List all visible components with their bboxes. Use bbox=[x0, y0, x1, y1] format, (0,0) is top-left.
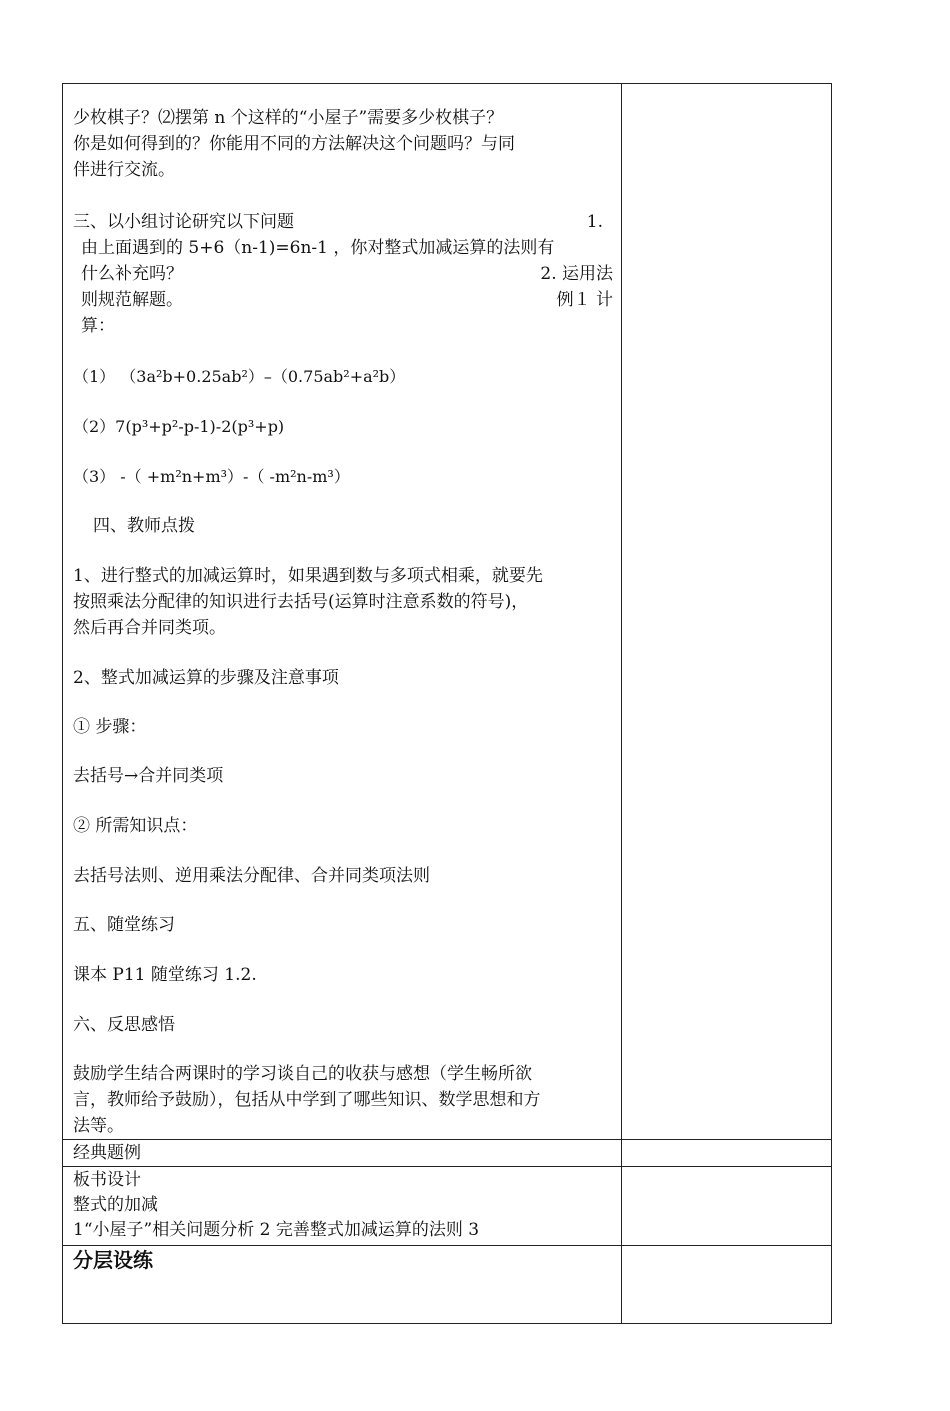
intro-line: 伴进行交流。 bbox=[73, 160, 175, 180]
item-1-number: 1. bbox=[586, 212, 603, 232]
classic-examples-label: 经典题例 bbox=[73, 1143, 141, 1163]
section-4-paragraph-2: 2、整式加减运算的步骤及注意事项 bbox=[73, 668, 339, 688]
intro-line: 你是如何得到的？你能用不同的方法解决这个问题吗？与同 bbox=[73, 134, 515, 154]
step-content: 去括号→合并同类项 bbox=[73, 766, 224, 786]
board-design bbox=[73, 1168, 613, 1243]
row-divider bbox=[63, 1245, 831, 1246]
main-content-cell bbox=[73, 105, 613, 183]
section-3-heading: 三、以小组讨论研究以下问题 bbox=[73, 212, 294, 232]
board-design-subtitle: 整式的加减 bbox=[73, 1195, 158, 1215]
column-divider bbox=[621, 84, 622, 1323]
board-design-title: 板书设计 bbox=[73, 1170, 141, 1190]
item-2-line: 则规范解题。 bbox=[81, 290, 183, 310]
formula-1: （1） （3a²b+0.25ab²）–（0.75ab²+a²b） bbox=[73, 367, 406, 386]
lesson-table bbox=[62, 83, 832, 1324]
section-6-heading: 六、反思感悟 bbox=[73, 1015, 175, 1035]
section-5-heading: 五、随堂练习 bbox=[73, 915, 175, 935]
board-design-items: 1“小屋子”相关问题分析 2 完善整式加减运算的法则 3 bbox=[73, 1220, 480, 1240]
formula-2: （2）7(p³+p²-p-1)-2(p³+p) bbox=[73, 417, 285, 436]
intro-line: 少枚棋子？⑵摆第 n 个这样的“小屋子”需要多少枚棋子？ bbox=[73, 108, 504, 128]
item-1-line: 什么补充吗？ bbox=[81, 264, 183, 284]
knowledge-label: ② 所需知识点： bbox=[73, 816, 198, 836]
section-3 bbox=[73, 209, 613, 339]
layered-practice-label: 分层设练 bbox=[73, 1248, 153, 1272]
item-2-number: 2. 运用法 bbox=[540, 264, 613, 284]
section-4-paragraph-1: 1、进行整式的加减运算时，如果遇到数与多项式相乘，就要先 按照乘法分配律的知识进行去括号(运算时注意系数的符号)， 然后再合并同类项。 bbox=[73, 566, 543, 638]
example-label: 例１ 计 bbox=[556, 290, 613, 310]
calc-label: 算： bbox=[81, 316, 115, 336]
item-1-line: 由上面遇到的 5+6（n-1)=6n-1 ，你对整式加减运算的法则有 bbox=[81, 238, 555, 258]
step-label: ① 步骤： bbox=[73, 717, 147, 737]
section-4-heading: 四、教师点拨 bbox=[93, 516, 195, 536]
section-5-content: 课本 P11 随堂练习 1.2. bbox=[73, 965, 257, 985]
section-6-content: 鼓励学生结合两课时的学习谈自己的收获与感想（学生畅所欲 言，教师给予鼓励），包括从中学到了哪些知识、数学思想和方 法等。 bbox=[73, 1064, 541, 1136]
row-divider bbox=[63, 1166, 831, 1167]
knowledge-content: 去括号法则、逆用乘法分配律、合并同类项法则 bbox=[73, 866, 430, 886]
formula-3: （3） -（ +m²n+m³）-（ -m²n-m³） bbox=[73, 467, 350, 486]
row-divider bbox=[63, 1139, 831, 1140]
